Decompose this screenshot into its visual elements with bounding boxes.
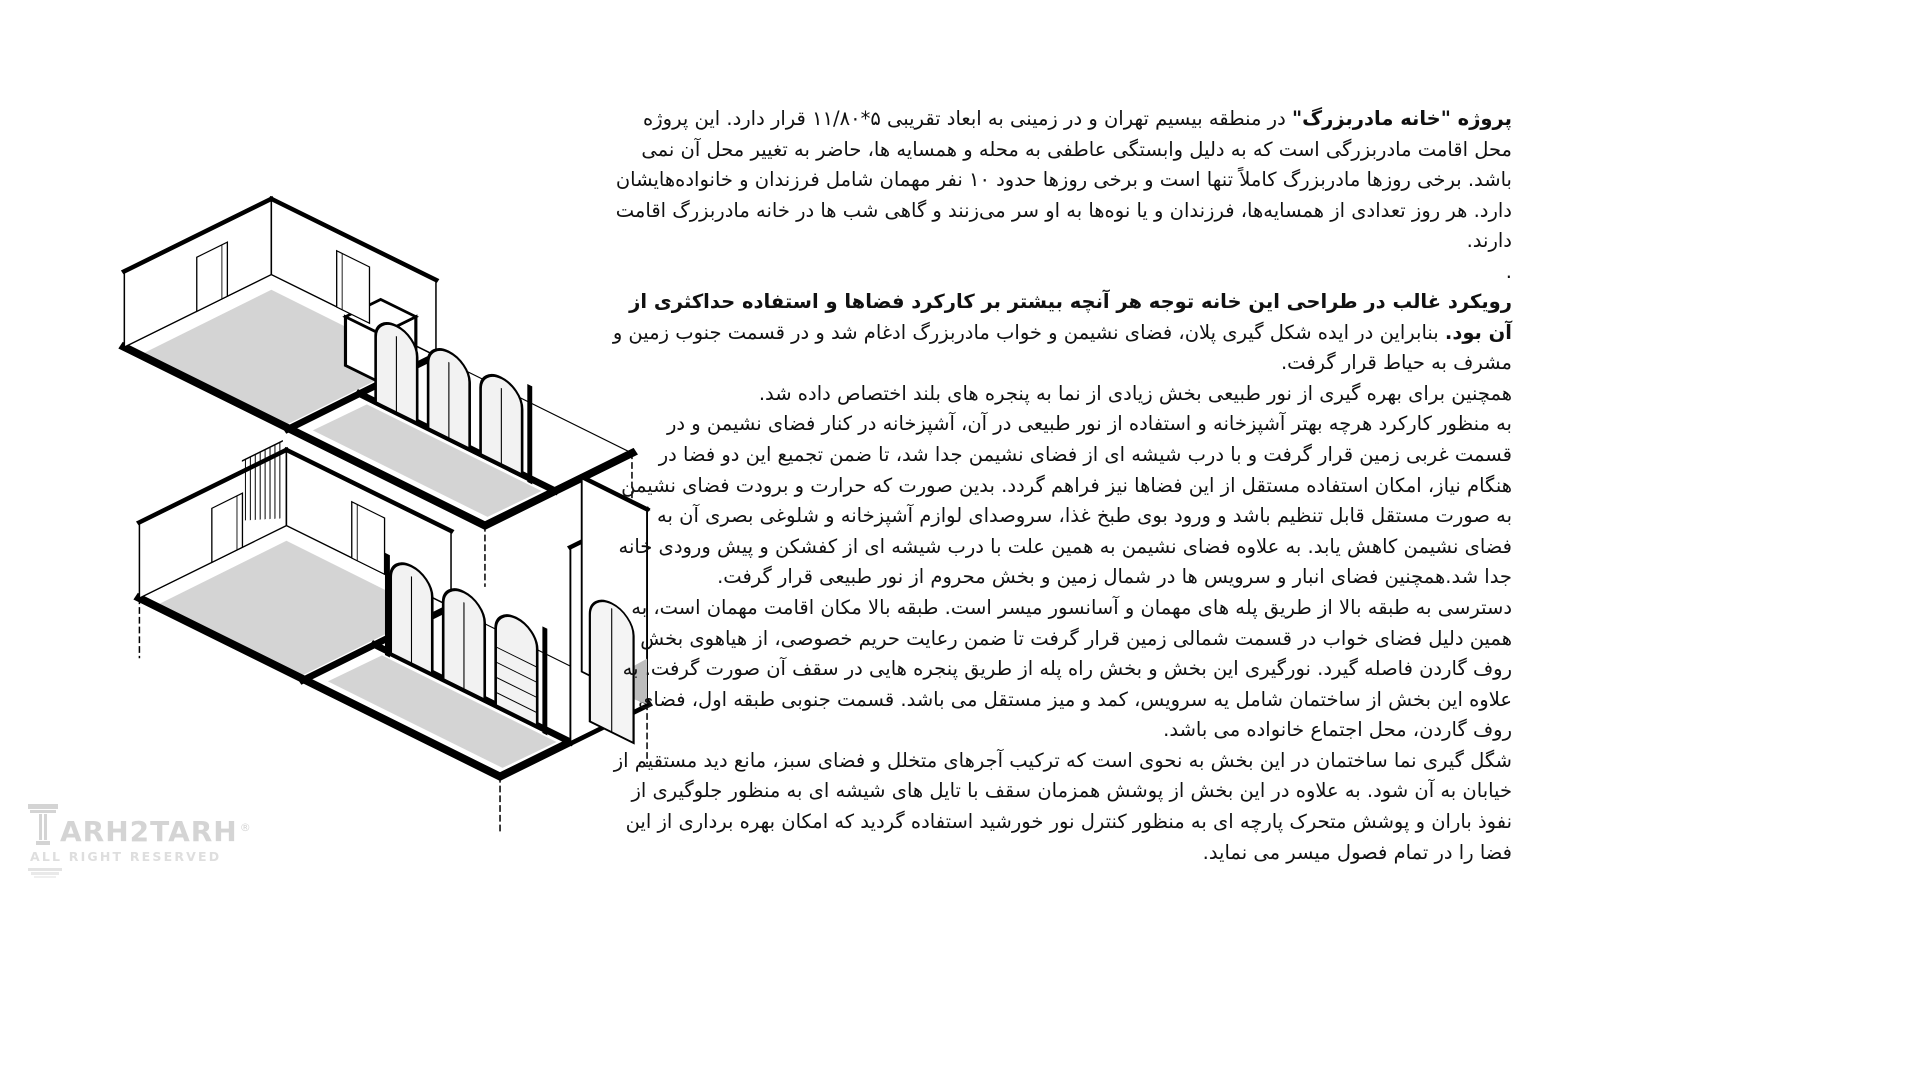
column-letter-t-icon <box>28 804 58 846</box>
brand-logo <box>28 804 251 878</box>
paragraph-daylight: همچنین برای بهره گیری از نور طبیعی بخش زیادی از نما به پنجره های بلند اختصاص داده شد. <box>758 381 1512 405</box>
pedestal-graphic <box>28 868 62 878</box>
separator-dot: . <box>1505 259 1512 283</box>
lower-floor-plan <box>139 441 647 835</box>
paragraph-intro <box>610 104 1512 257</box>
intro-lead: پروژه "خانه مادربزرگ" <box>1291 107 1512 130</box>
brand-name: ARH2TARH <box>60 815 238 848</box>
paragraph-kitchen: به منظور کارکرد هرچه بهتر آشپزخانه و استفاده از نور طبیعی در آن، آشپزخانه در کنار فضای نشیمن و در قسمت غربی زمین قرار گرفت و با درب شیشه ای از فضای نشیمن جدا شد، تا ضمن تجمیع این دو فضا در هنگام نیاز، امکان استفاده مستقل از این فضاها نیز فراهم گردد. بدین صورت که حرارت و برودت فضای نشیمن به صورت مستقل قابل تنظیم باشد و ورود بوی طبخ غذا، سروصدای لوازم آشپزخانه و شلوغی بصری آن به فضای نشیمن کاهش یابد. به علاوه فضای نشیمن به همین علت با درب شیشه ای از کفشکن و پیش ورودی خانه جدا شد.همچنین فضای انبار و سرویس ها در شمال زمین و بخش محروم از نور طبیعی قرار گرفت. <box>618 412 1512 589</box>
registered-mark: ® <box>239 821 251 834</box>
project-description <box>610 104 1512 868</box>
approach-body: بنابراین در ایده شکل گیری پلان، فضای نشیمن و خواب مادربزرگ ادغام شد و در قسمت جنوب زمین و مشرف به حیاط قرار گرفت. <box>612 320 1512 375</box>
intro-body: در منطقه بیسیم تهران و در زمینی به ابعاد تقریبی ۵*۱۱/۸۰ قرار دارد. این پروژه محل اقامت مادربزرگی است که به دلیل وابستگی عاطفی به محله و همسایه ها، حاضر به تغییر محل آن نمی باشد. برخی روزها مادربزرگ کاملاً تنها است و برخی روزها حدود ۱۰ نفر مهمان شامل فرزندان و خانواده‌هایشان دارد. هر روز تعدادی از همسایه‌ها، فرزندان و یا نوه‌ها به او سر می‌زنند و گاهی شب ها در خانه مادربزرگ اقامت دارند. <box>615 107 1512 253</box>
approach-lead: رویکرد غالب در طراحی این خانه توجه هر آنچه بیشتر بر کارکرد فضاها و استفاده حداکثری از آن بود. <box>629 289 1512 344</box>
floor-plan-drawing <box>108 188 686 848</box>
paragraph-facade: شگل گیری نما ساختمان در این بخش به نحوی است که ترکیب آجرهای متخلل و فضای سبز، مانع دید مستقیم از خیابان به آن شود. به علاوه در این بخش از پوشش همزمان سقف با تایل های شیشه ای به منظور جلوگیری از نفوذ باران و پوشش متحرک پارچه ای به منظور کنترل نور خورشید استفاده گردید که امکان بهره برداری از این فضا را در تمام فصول میسر می نماید. <box>613 748 1512 864</box>
paragraph-upper-floor: دسترسی به طبقه بالا از طریق پله های مهمان و آسانسور میسر است. طبقه بالا مکان اقامت مهمان است، به همین دلیل فضای خواب در قسمت شمالی زمین قرار گرفت تا ضمن رعایت حریم خصوصی، از هیاهوی بخش روف گاردن فاصله گیرد. نورگیری این بخش و بخش راه پله از طریق پنجره هایی در سقف آن صورت گرفت. به علاوه این بخش از ساختمان شامل یه سرویس، کمد و میز مستقل می باشد. قسمت جنوبی طبقه اول، فضای روف گاردن، محل اجتماع خانواده می باشد. <box>622 595 1512 742</box>
brand-tagline: ALL RIGHT RESERVED <box>30 849 222 864</box>
isometric-house-diagram <box>108 188 686 848</box>
paragraph-approach <box>610 287 1512 379</box>
